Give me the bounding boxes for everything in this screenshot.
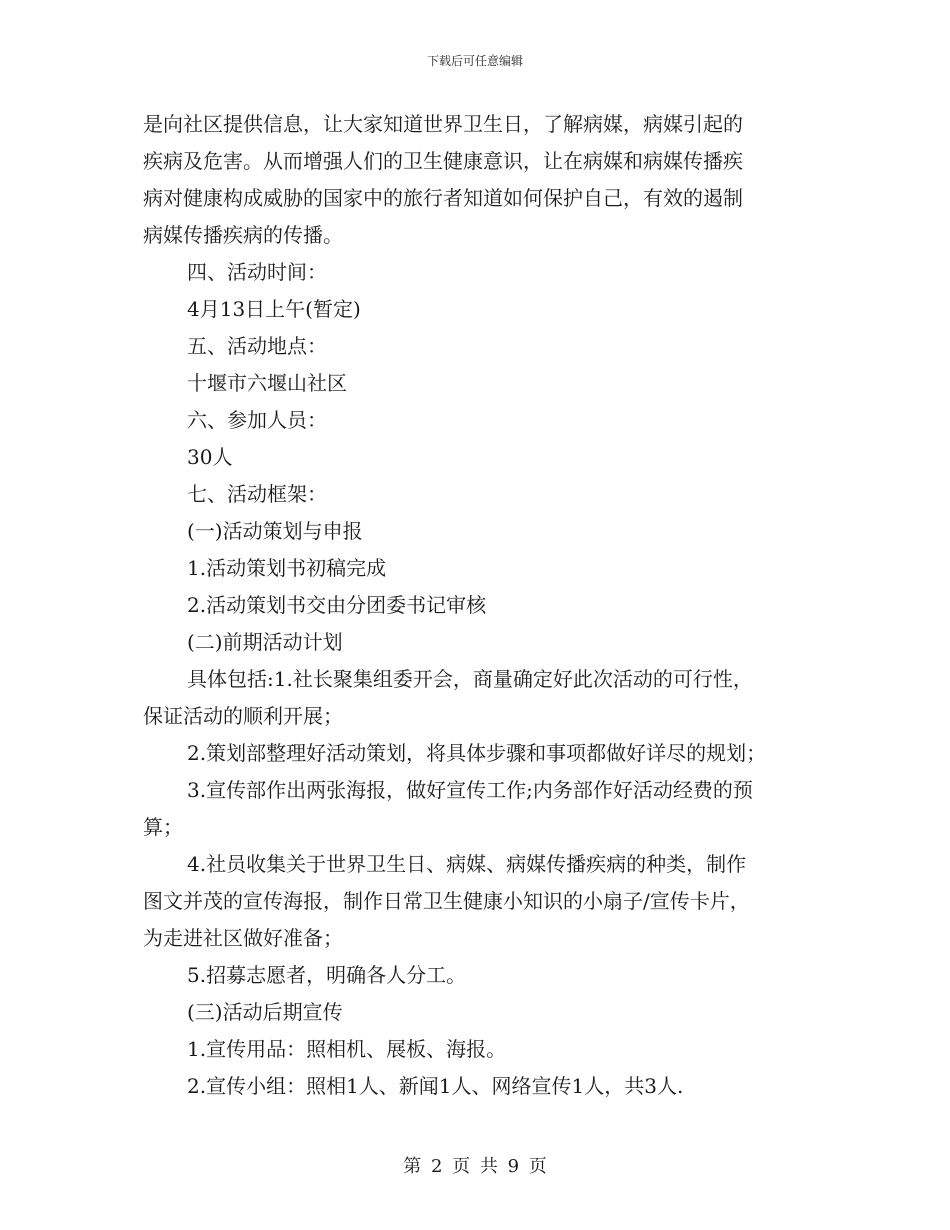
document-body [143,106,807,1105]
subsection-planning: (一)活动策划与申报 [187,519,363,543]
preparation-item-3-line-1: 3.宣传部作出两张海报，做好宣传工作;内务部作好活动经费的预 [187,778,753,802]
page-number-footer: 第 2 页 共 9 页 [403,1156,547,1177]
preparation-item-2: 2.策划部整理好活动策划，将具体步骤和事项都做好详尽的规划； [187,741,767,765]
subsection-preparation: (二)前期活动计划 [187,630,343,654]
body-line-1: 是向社区提供信息，让大家知道世界卫生日，了解病媒，病媒引起的 [143,112,743,136]
section-heading-participants: 六、参加人员： [187,408,327,432]
subsection-publicity: (三)活动后期宣传 [187,1000,343,1024]
body-line-2: 疾病及危害。从而增强人们的卫生健康意识，让在病媒和病媒传播疾 [143,149,743,173]
activity-time-value: 4月13日上午(暂定) [187,297,361,321]
section-heading-time: 四、活动时间： [187,260,327,284]
page-header: 下载后可任意编辑 [426,54,523,68]
body-line-3: 病对健康构成威胁的国家中的旅行者知道如何保护自己，有效的遏制 [143,186,743,210]
participants-value: 30人 [187,445,233,469]
preparation-item-4-line-2: 图文并茂的宣传海报，制作日常卫生健康小知识的小扇子/宣传卡片， [143,889,750,913]
publicity-item-1: 1.宣传用品：照相机、展板、海报。 [187,1037,507,1061]
preparation-item-1-line-2: 保证活动的顺利开展； [143,704,343,728]
publicity-item-2: 2.宣传小组：照相1人、新闻1人、网络宣传1人，共3人. [187,1074,684,1098]
preparation-item-1-line-1: 具体包括:1.社长聚集组委开会，商量确定好此次活动的可行性， [187,667,753,691]
preparation-item-3-line-2: 算； [143,815,183,839]
body-line-4: 病媒传播疾病的传播。 [143,223,343,247]
preparation-item-4-line-1: 4.社员收集关于世界卫生日、病媒、病媒传播疾病的种类，制作 [187,852,747,876]
preparation-item-5: 5.招募志愿者，明确各人分工。 [187,963,467,987]
section-heading-location: 五、活动地点： [187,334,327,358]
preparation-item-4-line-3: 为走进社区做好准备； [143,926,343,950]
planning-item-1: 1.活动策划书初稿完成 [187,556,387,580]
section-heading-framework: 七、活动框架： [187,482,327,506]
activity-location-value: 十堰市六堰山社区 [187,371,347,395]
planning-item-2: 2.活动策划书交由分团委书记审核 [187,593,487,617]
